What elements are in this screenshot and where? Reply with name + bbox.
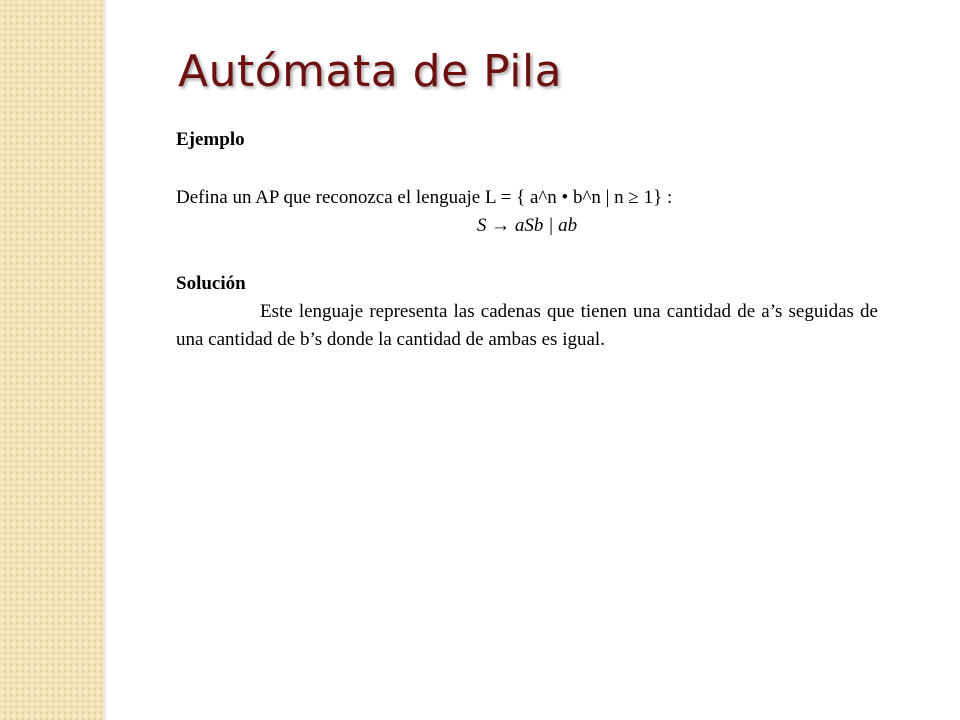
solution-heading: Solución — [176, 273, 246, 294]
decorative-side-band — [0, 0, 104, 720]
grammar-rule: S → aSb | ab — [476, 215, 578, 236]
side-band-shadow — [104, 0, 108, 720]
solution-text: Este lenguaje representa las cadenas que tienen una cantidad de a’s seguidas de una cantidad de b’s donde la cantidad de ambas es igual. — [176, 301, 878, 350]
slide-title: Autómata de Pila — [178, 46, 563, 97]
slide-content — [176, 126, 878, 354]
example-heading: Ejemplo — [176, 129, 245, 150]
problem-statement: Defina un AP que reconozca el lenguaje L = { a^n • b^n | n ≥ 1} : — [176, 187, 673, 208]
